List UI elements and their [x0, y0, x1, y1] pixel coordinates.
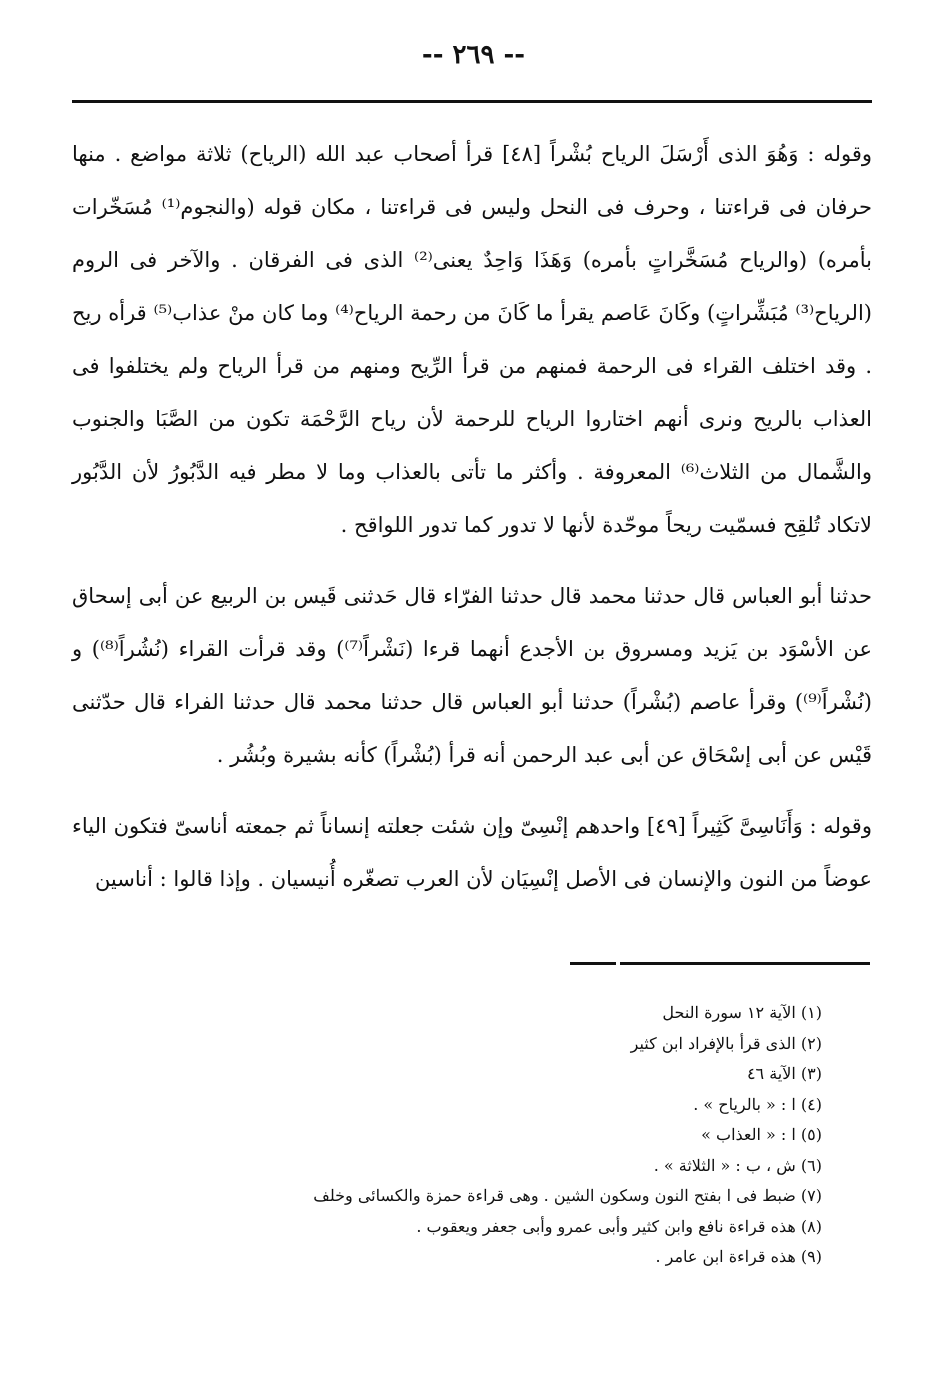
paragraph-anasi: وقوله : وَأَنَاسِىَّ كَثِيراً [٤٩] واحدهم إنْسِىّ وإن شئت جعلته إنساناً ثم جمعته أناسىّ فتكون الياء عوضاً من النون والإنسان فى الأصل إنْسِيَان لأن العرب تصغّره أُنيسيان . وإذا قالوا : أناسين	[72, 814, 872, 891]
footnote-item: (٥) ا : « العذاب »	[701, 1125, 822, 1144]
paragraph-winds: وقوله : وَهُوَ الذى أَرْسَلَ الرياح بُشْراً [٤٨] قرأ أصحاب عبد الله (الرياح) ثلاثة مواضع . منها حرفان فى قراءتنا ، وحرف فى النحل وليس فى قراءتنا ، مكان قوله (والنجوم⁽¹⁾ مُسَخّرات بأمره) (والرياح مُسَخَّراتٍ بأمره) وَهَذَا وَاحِدٌ يعنى⁽²⁾ الذى فى الفرقان . والآخر فى الروم (الرياح⁽³⁾ مُبَشِّراتٍ) وكَانَ عَاصم يقرأ ما كَانَ من رحمة الرياح⁽⁴⁾ وما كان منْ عذاب⁽⁵⁾ قرأه ريح . وقد اختلف القراء فى الرحمة فمنهم من قرأ الرِّيح ومنهم من قرأ الرياح ولم يختلفوا فى العذاب بالريح ونرى أنهم اختاروا الرياح للرحمة لأن رياح الرَّحْمَة تكون من الصَّبَا والجنوب والشَّمال من الثلاث⁽⁶⁾ المعروفة . وأكثر ما تأتى بالعذاب وما لا مطر فيه الدَّبُورُ لأن الدَّبُور لاتكاد تُلقِح فسمّيت ريحاً موحّدة لأنها لا تدور كما تدور اللواقح .	[72, 142, 873, 537]
page-number: -- ٢٦٩ --	[421, 40, 526, 70]
footnote-item: (٢) الذى قرأ بالإفراد ابن كثير	[630, 1033, 822, 1053]
footnote-item: (٩) هذه قراءة ابن عامر .	[655, 1247, 822, 1266]
footnote-item: (٣) الآية ٤٦	[746, 1064, 822, 1083]
footnote-item: (٦) ش ، ب : « الثلاثة » .	[653, 1155, 822, 1175]
footnote-item: (٨) هذه قراءة نافع وابن كثير وأبى عمرو وأبى جعفر ويعقوب .	[416, 1216, 822, 1236]
paragraph-narration: حدثنا أبو العباس قال حدثنا محمد قال حدثنا الفرّاء قال حَدثنى قَيس بن الربيع عن أبى إسحاق عن الأسْوَد بن يَزيد ومسروق بن الأجدع أنهما قرءا (نَشْراً⁽⁷⁾) وقد قرأت القراء (نُشُراً⁽⁸⁾) و (نُشْراً⁽⁹⁾) وقرأ عاصم (بُشْراً) حدثنا أبو العباس قال حدثنا محمد قال حدثنا الفراء قال حدّثنى قَيْس عن أبى إسْحَاق عن أبى عبد الرحمن أنه قرأ (بُشْراً) كأنه بشيرة وبُشُر .	[72, 584, 872, 767]
footnotes	[150, 998, 822, 1273]
footnote-separator	[570, 962, 870, 965]
header-rule	[72, 100, 872, 103]
footnote-item: (٤) ا : « بالرياح » .	[693, 1094, 822, 1114]
footnote-item: (١) الآية ١٢ سورة النحل	[662, 1003, 822, 1022]
footnote-item: (٧) ضبط فى ا بفتح النون وسكون الشين . وهى قراءة حمزة والكسائى وخلف	[313, 1186, 822, 1205]
main-text	[72, 128, 872, 906]
